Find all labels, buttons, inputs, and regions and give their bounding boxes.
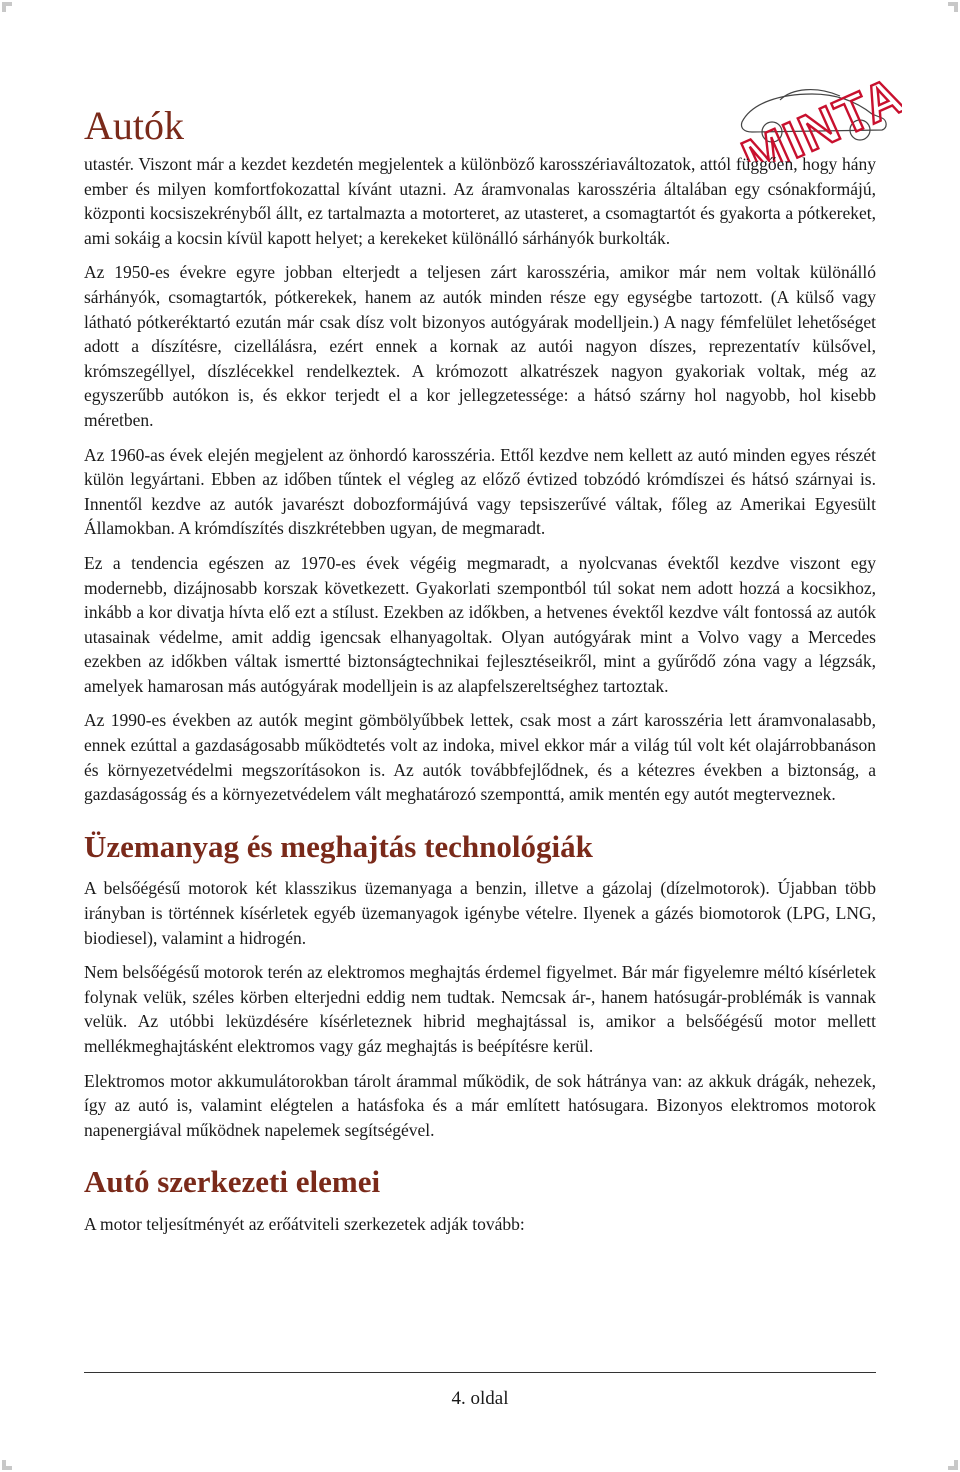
paragraph: Az 1960-as évek elején megjelent az önhordó karosszéria. Ettől kezdve nem kellett az autó minden egyes részét külön legyártani. Ebben az időben tűntek el végleg az előző évtized tobzódó krómdíszei és hátsó szárnyai is. Innentől kezdve az autók javarészt dobozformájúvá vagy tepsiszerűvé váltak, főleg az Amerikai Egyesült Államokban. A krómdíszítés diszkrétebben ugyan, de megmaradt.	[84, 444, 876, 539]
page-body	[84, 152, 876, 1247]
paragraph: Az 1950-es évekre egyre jobban elterjedt a teljesen zárt karosszéria, amikor már nem voltak különálló sárhányók, csomagtartók, pótkerekek, hanem az autók minden része egy egységbe tartozott. (A külső vagy látható pótkeréktartó ezután már csak dísz volt bizonyos autógyárak modelljein.) A nagy fémfelület lehetőséget adott a díszítésre, cizellálásra, ezért ennek a kornak az autói nagyon díszes, reprezentatív külsővel, krómszegéllyel, díszlécekkel rendelkeztek. A krómozott alkatrészek nagyon gyakoriak voltak, még az egyszerűbb autókon is, és ekkor terjedt el a kor jellegzetessége: a hátsó szárny hol nagyobb, hol kisebb méretben.	[84, 262, 876, 430]
paragraph: A motor teljesítményét az erőátviteli szerkezetek adják tovább:	[84, 1214, 525, 1235]
footer-divider	[84, 1372, 876, 1373]
paragraph: Az 1990-es években az autók megint gömbölyűbbek lettek, csak most a zárt karosszéria lett áramvonalasabb, ennek ezúttal a gazdaságosabb működtetés volt az indoka, mivel ekkor már a világ túl volt két olajárrobbanáson és környezetvédelmi megszorításokon is. Az autók továbbfejlődnek, és a kétezres években a biztonság, a gazdaságosság és a környezetvédelem vált meghatározó szemponttá, amik mentén egy autót megterveznek.	[84, 710, 876, 805]
crop-mark-top-left	[0, 0, 22, 22]
paragraph: Nem belsőégésű motorok terén az elektromos meghajtás érdemel figyelmet. Bár már figyelemre méltó kísérletek folynak velük, széles körben elterjedni eddig nem tudtak. Nemcsak ár-, hanem hatósugár-problémák is vannak velük. Az utóbbi leküzdésére kísérleteznek hibrid meghajtással is, amikor a belsőégésű motor mellett mellékmeghajtásként elektromos vagy gáz meghajtás is beépítésre kerül.	[84, 962, 876, 1057]
paragraph: Elektromos motor akkumulátorokban tárolt árammal működik, de sok hátrányа van: az akkuk drágák, nehezek, így az autó is, valamint elégtelen a hatásfoka és a már említett hatósugara. Bizonyos elektromos motorok napenergiával működnek napelemek segítségével.	[84, 1070, 876, 1140]
paragraph: utastér. Viszont már a kezdet kezdetén megjelentek a különböző karosszériaváltozatok, attól függően, hogy hány ember és milyen komfortfokozattal kívánt utazni. Az áramvonalas karosszéria általában egy csónakformájú, központi kocsiszekrényből állt, ez tartalmazta a motorteret, az utasteret, a csomagtartót és gyakorta a pótkereket, ami sokáig a kocsin kívül kapott helyet; a kerekeket különálló sárhányók burkolták.	[84, 154, 876, 248]
section-heading-fuel: Üzemanyag és meghajtás technológiák	[84, 828, 593, 864]
page-number: 4. oldal	[451, 1388, 509, 1409]
paragraph: Ez a tendencia egészen az 1970-es évek végéig megmaradt, a nyolcvanas évektől kezdve viszont egy modernebb, dizájnosabb korszak következett. Gyakorlati szempontból túl sokat nem adott hozzá a kocsikhoz, inkább a kor divatja hívta elő ezt a stílust. Ezekben az időkben, a hetvenes évektől kezdve vált fontossá az autók utasainak védelme, amit addig igencsak elhanyagoltak. Olyan autógyárak mint a Volvo vagy a Mercedes ezekben az időkben váltak ismertté biztonságtechnikai fejlesztéseikről, mint a gyűrődő zóna vagy a légzsák, amelyek hamarosan más autógyárak modelljein is az alapfelszereltséghez tartoztak.	[84, 552, 876, 696]
crop-mark-bottom-left	[0, 1450, 22, 1472]
minta-stamp	[722, 44, 902, 162]
section-heading-structure: Autó szerkezeti elemei	[84, 1164, 381, 1200]
paragraph: A belsőégésű motorok két klasszikus üzemanyaga a benzin, illetve a gázolaj (dízelmotorok). Újabban több irányban is történnek kísérletek egyéb üzemanyagok igénybe vételre. Ilyenek a gázés biomotorok (LPG, LNG, biodiesel), valamint a hidrogén.	[84, 878, 876, 948]
stamp-text: MINTA	[734, 66, 902, 162]
crop-mark-top-right	[938, 0, 960, 22]
crop-mark-bottom-right	[938, 1450, 960, 1472]
page-title: Autók	[84, 103, 184, 148]
